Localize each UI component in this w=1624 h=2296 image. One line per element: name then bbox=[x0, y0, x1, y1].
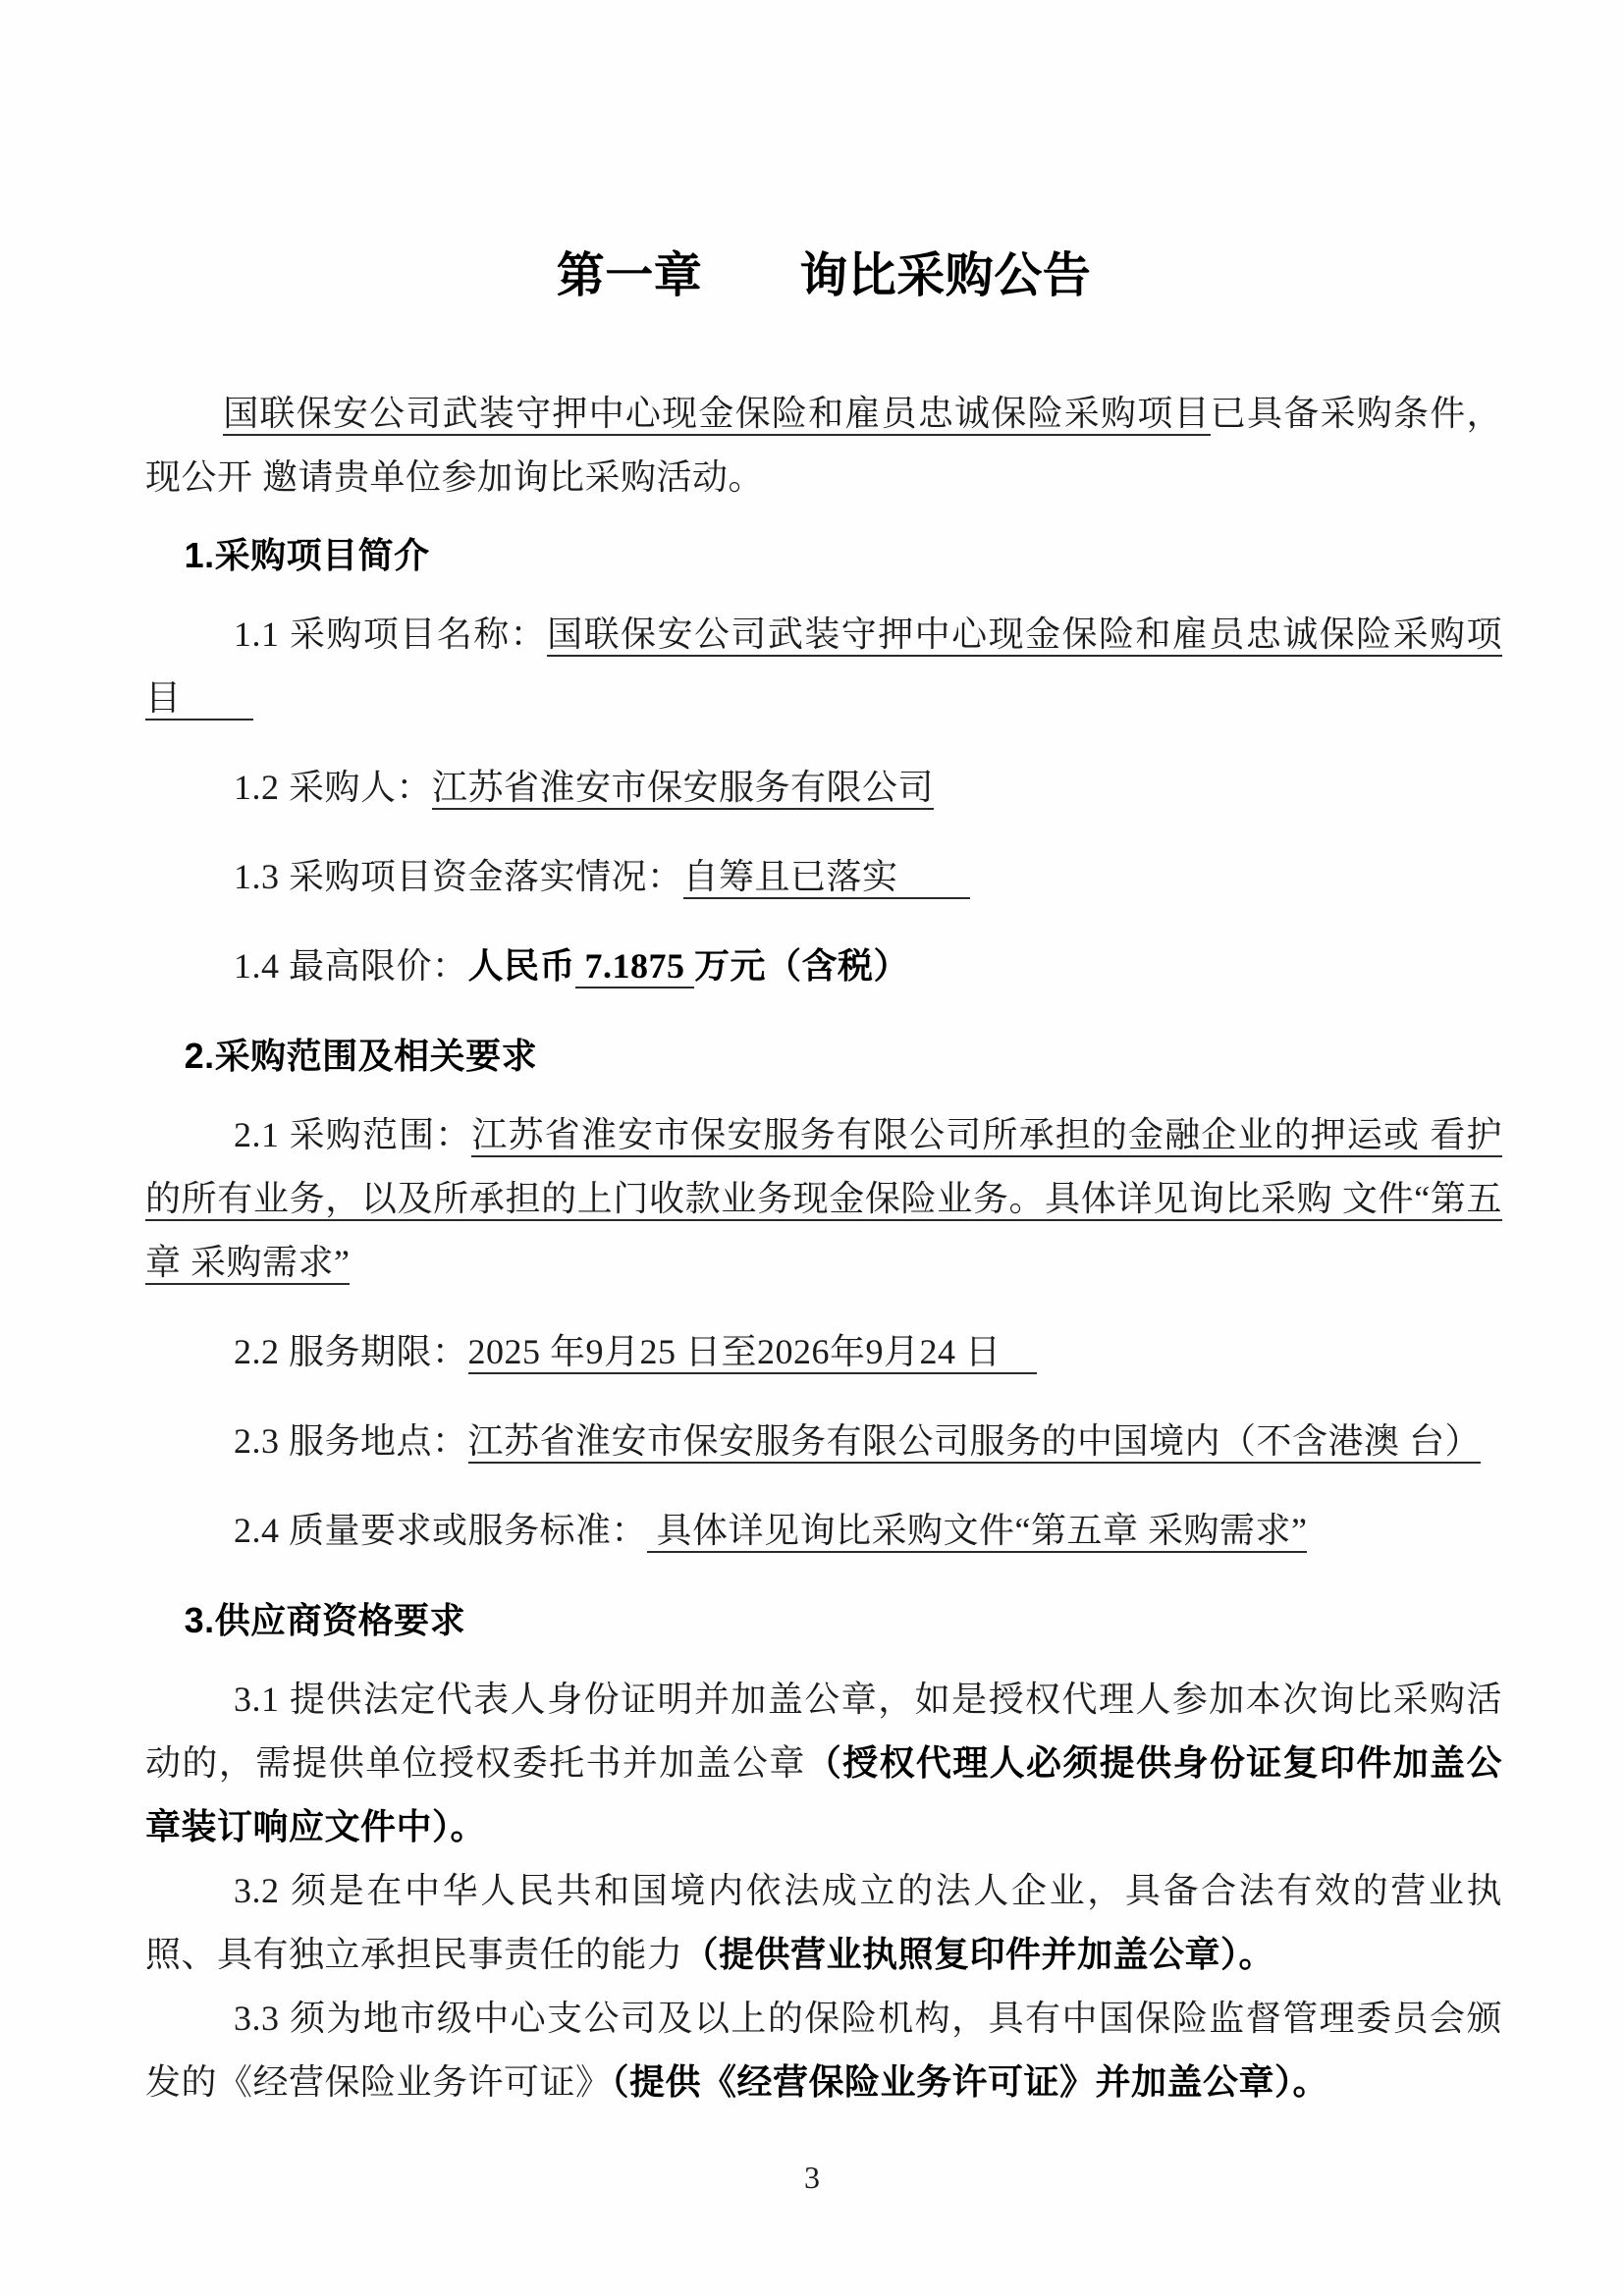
item-1-1 bbox=[145, 603, 1502, 730]
item-1-2-value: 江苏省淮安市保安服务有限公司 bbox=[432, 768, 934, 810]
chapter-title: 第一章 询比采购公告 bbox=[556, 249, 1092, 302]
item-1-4-currency: 人民币 bbox=[467, 945, 576, 986]
item-1-4-unit: 万元（含税） bbox=[694, 945, 910, 986]
item-1-3-label: 1.3 采购项目资金落实情况： bbox=[234, 856, 683, 896]
item-1-4-amount: 7.1875 bbox=[575, 946, 694, 988]
item-1-1-value: 国联保安公司武装守押中心现金保险和雇员忠诚保险采购项目 bbox=[145, 614, 1502, 721]
paragraph-3-3-text: 3.3 须为地市级中心支公司及以上的保险机构，具有中国保险监督管理委员会颁发的《经营保险业务许可证》 bbox=[145, 1998, 1502, 2102]
paragraph-3-2-bold: （提供营业执照复印件并加盖公章）。 bbox=[682, 1934, 1275, 1974]
item-1-3-value: 自筹且已落实 bbox=[683, 857, 970, 899]
item-1-4 bbox=[145, 934, 1502, 998]
intro-paragraph bbox=[145, 382, 1502, 509]
section2-heading: 2.采购范围及相关要求 bbox=[184, 1035, 538, 1076]
item-1-2-label: 1.2 采购人： bbox=[234, 767, 433, 807]
item-2-4-label: 2.4 质量要求或服务标准： bbox=[234, 1510, 648, 1550]
intro-rest-text: 已具备采购条件，现公开 邀请贵单位参加询比采购活动。 bbox=[145, 393, 1502, 497]
item-2-2-label: 2.2 服务期限： bbox=[234, 1331, 468, 1371]
item-2-1-value: 江苏省淮安市保安服务有限公司所承担的金融企业的押运或 看护的所有业务，以及所承担的上门收款业务现金保险业务。具体详见询比采购 文件“第五章 采购需求” bbox=[145, 1115, 1502, 1285]
paragraph-3-1-bold: （授权代理人必须提供身份证复印件加盖公章装订响应文件中）。 bbox=[145, 1742, 1502, 1846]
item-2-2-value: 2025 年9月25 日至2026年9月24 日 bbox=[468, 1332, 1038, 1374]
section1-heading: 1.采购项目简介 bbox=[184, 534, 430, 575]
intro-project-name-underlined: 国联保安公司武装守押中心现金保险和雇员忠诚保险采购项目 bbox=[223, 394, 1211, 436]
item-2-3-value: 江苏省淮安市保安服务有限公司服务的中国境内（不含港澳 台） bbox=[468, 1421, 1482, 1464]
paragraph-3-2 bbox=[145, 1859, 1502, 1987]
item-2-1-label: 2.1 采购范围： bbox=[234, 1114, 472, 1154]
paragraph-3-1-text: 3.1 提供法定代表人身份证明并加盖公章，如是授权代理人参加本次询比采购活动的，需提供单位授权委托书并加盖公章 bbox=[145, 1679, 1502, 1783]
item-2-4 bbox=[145, 1499, 1502, 1563]
item-2-4-value: 具体详见询比采购文件“第五章 采购需求” bbox=[647, 1511, 1307, 1553]
page-number: 3 bbox=[804, 2160, 820, 2195]
item-1-4-label: 1.4 最高限价： bbox=[234, 945, 468, 986]
item-1-3 bbox=[145, 845, 1502, 909]
item-2-3 bbox=[145, 1410, 1502, 1473]
item-2-3-label: 2.3 服务地点： bbox=[234, 1420, 468, 1461]
section3-heading: 3.供应商资格要求 bbox=[184, 1599, 466, 1640]
paragraph-3-3 bbox=[145, 1987, 1502, 2114]
paragraph-3-2-text: 3.2 须是在中华人民共和国境内依法成立的法人企业，具备合法有效的营业执照、具有独立承担民事责任的能力 bbox=[145, 1870, 1502, 1974]
item-1-2 bbox=[145, 756, 1502, 820]
paragraph-3-1 bbox=[145, 1668, 1502, 1859]
item-2-2 bbox=[145, 1320, 1502, 1384]
paragraph-3-3-bold: （提供《经营保险业务许可证》并加盖公章）。 bbox=[611, 2061, 1329, 2102]
item-1-1-label: 1.1 采购项目名称： bbox=[234, 614, 548, 654]
item-2-1 bbox=[145, 1103, 1502, 1295]
